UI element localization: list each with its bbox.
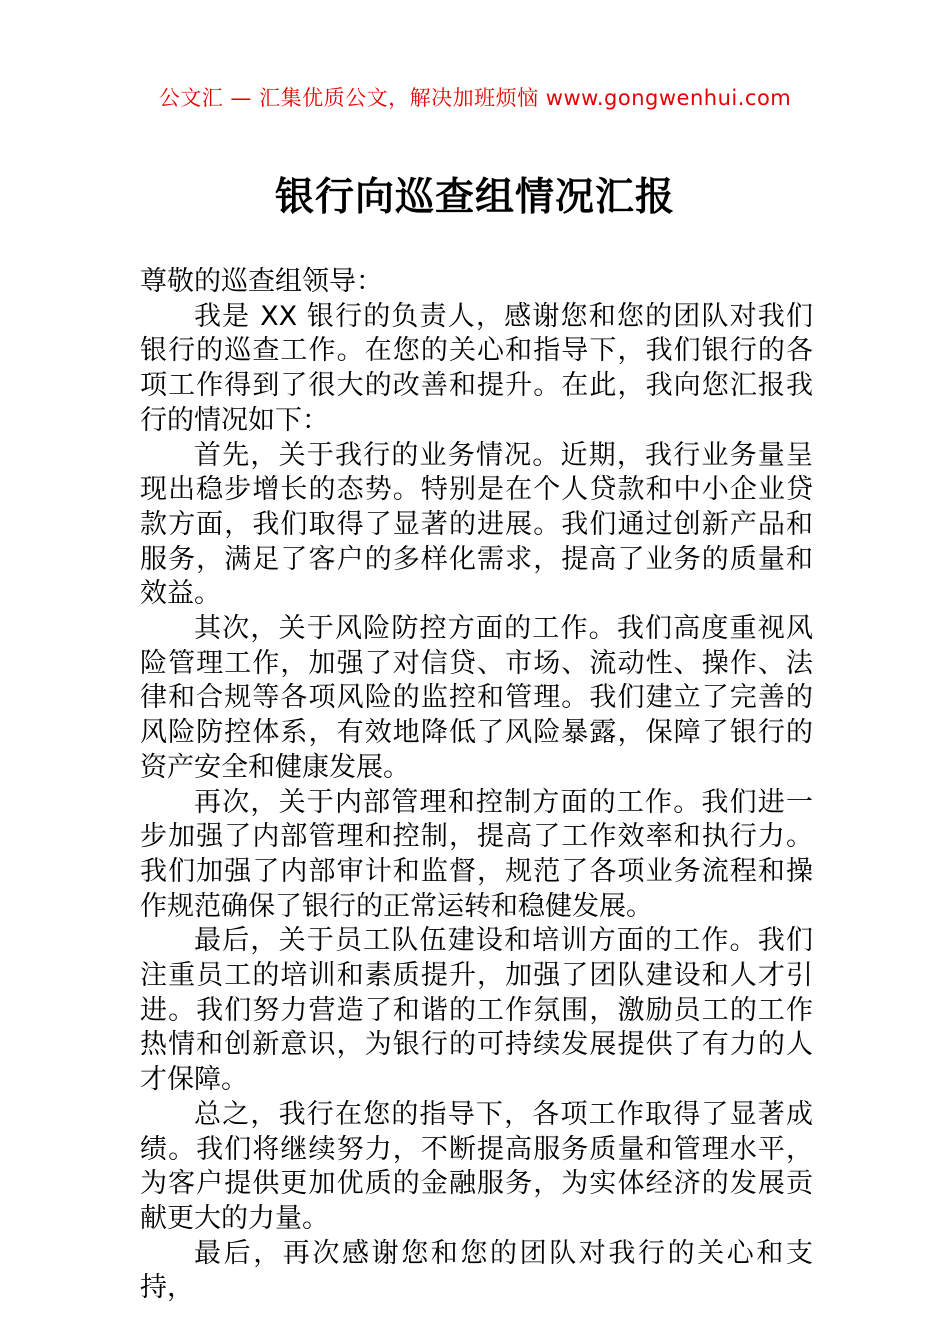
paragraph-business: 首先，关于我行的业务情况。近期，我行业务量呈现出稳步增长的态势。特别是在个人贷款和中小企业贷款方面，我们取得了显著的进展。我们通过创新产品和服务，满足了客户的多样化需求，提高了业务的质量和效益。 — [140, 439, 813, 610]
paragraph-intro: 我是 XX 银行的负责人，感谢您和您的团队对我们银行的巡查工作。在您的关心和指导下，我们银行的各项工作得到了很大的改善和提升。在此，我向您汇报我行的情况如下： — [140, 300, 813, 436]
salutation: 尊敬的巡查组领导： — [140, 266, 383, 297]
paragraph-internal-management: 再次，关于内部管理和控制方面的工作。我们进一步加强了内部管理和控制，提高了工作效率和执行力。我们加强了内部审计和监督，规范了各项业务流程和操作规范确保了银行的正常运转和稳健发展。 — [140, 786, 813, 922]
paragraph-staff-training: 最后，关于员工队伍建设和培训方面的工作。我们注重员工的培训和素质提升，加强了团队建设和人才引进。我们努力营造了和谐的工作氛围，激励员工的工作热情和创新意识，为银行的可持续发展提供了有力的人才保障。 — [140, 925, 813, 1096]
paragraph-closing-thanks: 最后，再次感谢您和您的团队对我行的关心和支持， — [140, 1237, 813, 1304]
paragraph-summary: 总之，我行在您的指导下，各项工作取得了显著成绩。我们将继续努力，不断提高服务质量和管理水平，为客户提供更加优质的金融服务，为实体经济的发展贡献更大的力量。 — [140, 1098, 813, 1234]
site-watermark-text: 公文汇 — 汇集优质公文，解决加班烦恼 www.gongwenhui.com — [158, 86, 792, 110]
document-title: 银行向巡查组情况汇报 — [274, 175, 675, 220]
paragraph-risk-control: 其次，关于风险防控方面的工作。我们高度重视风险管理工作，加强了对信贷、市场、流动性、操作、法律和合规等各项风险的监控和管理。我们建立了完善的风险防控体系，有效地降低了风险暴露，保障了银行的资产安全和健康发展。 — [140, 613, 813, 783]
document-body — [140, 265, 813, 1306]
